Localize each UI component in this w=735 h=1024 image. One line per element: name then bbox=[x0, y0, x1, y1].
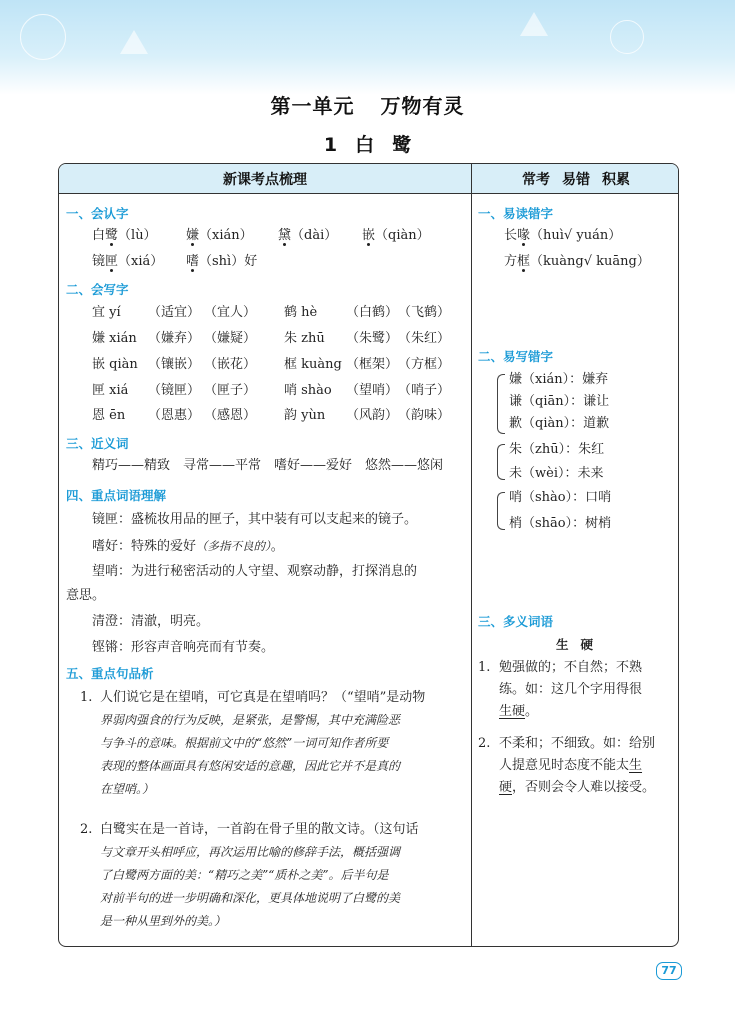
explain-line: 镜匣：盛梳妆用品的匣子，其中装有可以支起来的镜子。 bbox=[92, 512, 418, 527]
recognize-item: 黛（dài） bbox=[278, 228, 338, 243]
decorative-triangle-icon bbox=[520, 12, 548, 36]
brace-icon bbox=[497, 444, 505, 480]
explain-line: 清澄：清澈，明亮。 bbox=[92, 614, 210, 629]
analysis-item: 白鹭实在是一首诗，一首韵在骨子里的散文诗。（这句话 与文章开头相呼应，再次运用比喻的修辞手法，概括强调 了白鹭两方面的美：“精巧之美”“质朴之美”。后半句是 对前半句的进一步明确和深化，更具体地说明了白鹭的美 是一种从里到外的美。） bbox=[100, 822, 419, 928]
analysis-item: 人们说它是在望哨，可它真是在望哨吗？（“望哨”是动物 界弱肉强食的行为反映，是紧张，是警惕，其中充满险恶 与争斗的意味。根据前文中的“悠然”一词可知作者所要 表现的整体画面具有悠闲安适的意趣，因此它并不是真的 在望哨。） bbox=[100, 690, 426, 796]
explain-line: 望哨：为进行秘密活动的人守望、观察动静，打探消息的 bbox=[92, 564, 418, 579]
column-divider bbox=[471, 164, 472, 946]
unit-name: 万物有灵 bbox=[380, 94, 465, 118]
brace-icon bbox=[497, 492, 505, 530]
header-decoration-band bbox=[0, 0, 735, 95]
section-heading-write: 二、会写字 bbox=[66, 282, 129, 297]
page-number: 77 bbox=[656, 962, 682, 980]
decorative-circle-icon bbox=[20, 14, 66, 60]
recognize-row-1 bbox=[92, 226, 157, 246]
unit-title bbox=[0, 90, 735, 119]
recognize-item: 嵌（qiàn） bbox=[362, 228, 430, 243]
recognize-item: 嫌（xián） bbox=[186, 228, 253, 243]
right-header-word-3: 积累 bbox=[602, 171, 630, 188]
section-heading-recognize: 一、会认字 bbox=[66, 206, 129, 221]
polysemy-word: 生 硬 bbox=[556, 637, 594, 652]
right-header-word-2: 易错 bbox=[562, 171, 590, 188]
section-heading-synonyms: 三、近义词 bbox=[66, 436, 129, 451]
decorative-triangle-icon bbox=[120, 30, 148, 54]
definition-number: 2. bbox=[478, 736, 491, 751]
section-heading-easy-read: 一、易读错字 bbox=[478, 206, 554, 221]
section-heading-analysis: 五、重点句品析 bbox=[66, 666, 154, 681]
left-column-header: 新课考点梳理 bbox=[59, 164, 471, 194]
decorative-circle-icon bbox=[610, 20, 644, 54]
lesson-number: 1 bbox=[323, 134, 338, 156]
definition-2: 不柔和；不细致。如：给别 人提意见时态度不能太生 硬，否则会令人难以接受。 bbox=[499, 736, 656, 795]
unit-label: 第一单元 bbox=[270, 94, 355, 118]
synonyms-line: 精巧——精致 寻常——平常 嗜好——爱好 悠然——悠闲 bbox=[92, 458, 444, 473]
analysis-number: 2. bbox=[80, 822, 93, 837]
recognize-item: 镜匣（xiá） bbox=[92, 254, 164, 269]
lesson-title bbox=[0, 130, 735, 157]
easy-read-item: 长喙（huì√ yuán） bbox=[504, 228, 622, 243]
analysis-number: 1. bbox=[80, 690, 93, 705]
brace-icon bbox=[497, 374, 505, 434]
explain-line: 铿锵：形容声音响亮而有节奏。 bbox=[92, 640, 275, 655]
lesson-char-1: 白 bbox=[355, 134, 375, 156]
right-header-word-1: 常考 bbox=[522, 171, 550, 188]
section-heading-easy-write: 二、易写错字 bbox=[478, 349, 554, 364]
recognize-item: 嗜（shì）好 bbox=[186, 254, 258, 269]
definition-number: 1. bbox=[478, 660, 491, 675]
recognize-item: 白鹭（lù） bbox=[92, 228, 157, 243]
section-heading-polysemy: 三、多义词语 bbox=[478, 614, 554, 629]
easy-read-item: 方框（kuàng√ kuāng） bbox=[504, 254, 650, 269]
explain-line: 意思。 bbox=[66, 588, 106, 603]
section-heading-explain: 四、重点词语理解 bbox=[66, 488, 167, 503]
lesson-char-2: 鹭 bbox=[392, 134, 412, 156]
explain-line: 嗜好：特殊的爱好（多指不良的）。 bbox=[92, 539, 284, 554]
right-column-header bbox=[472, 164, 679, 194]
definition-1: 勉强做的；不自然；不熟 练。如：这几个字用得很 生硬。 bbox=[499, 660, 643, 719]
